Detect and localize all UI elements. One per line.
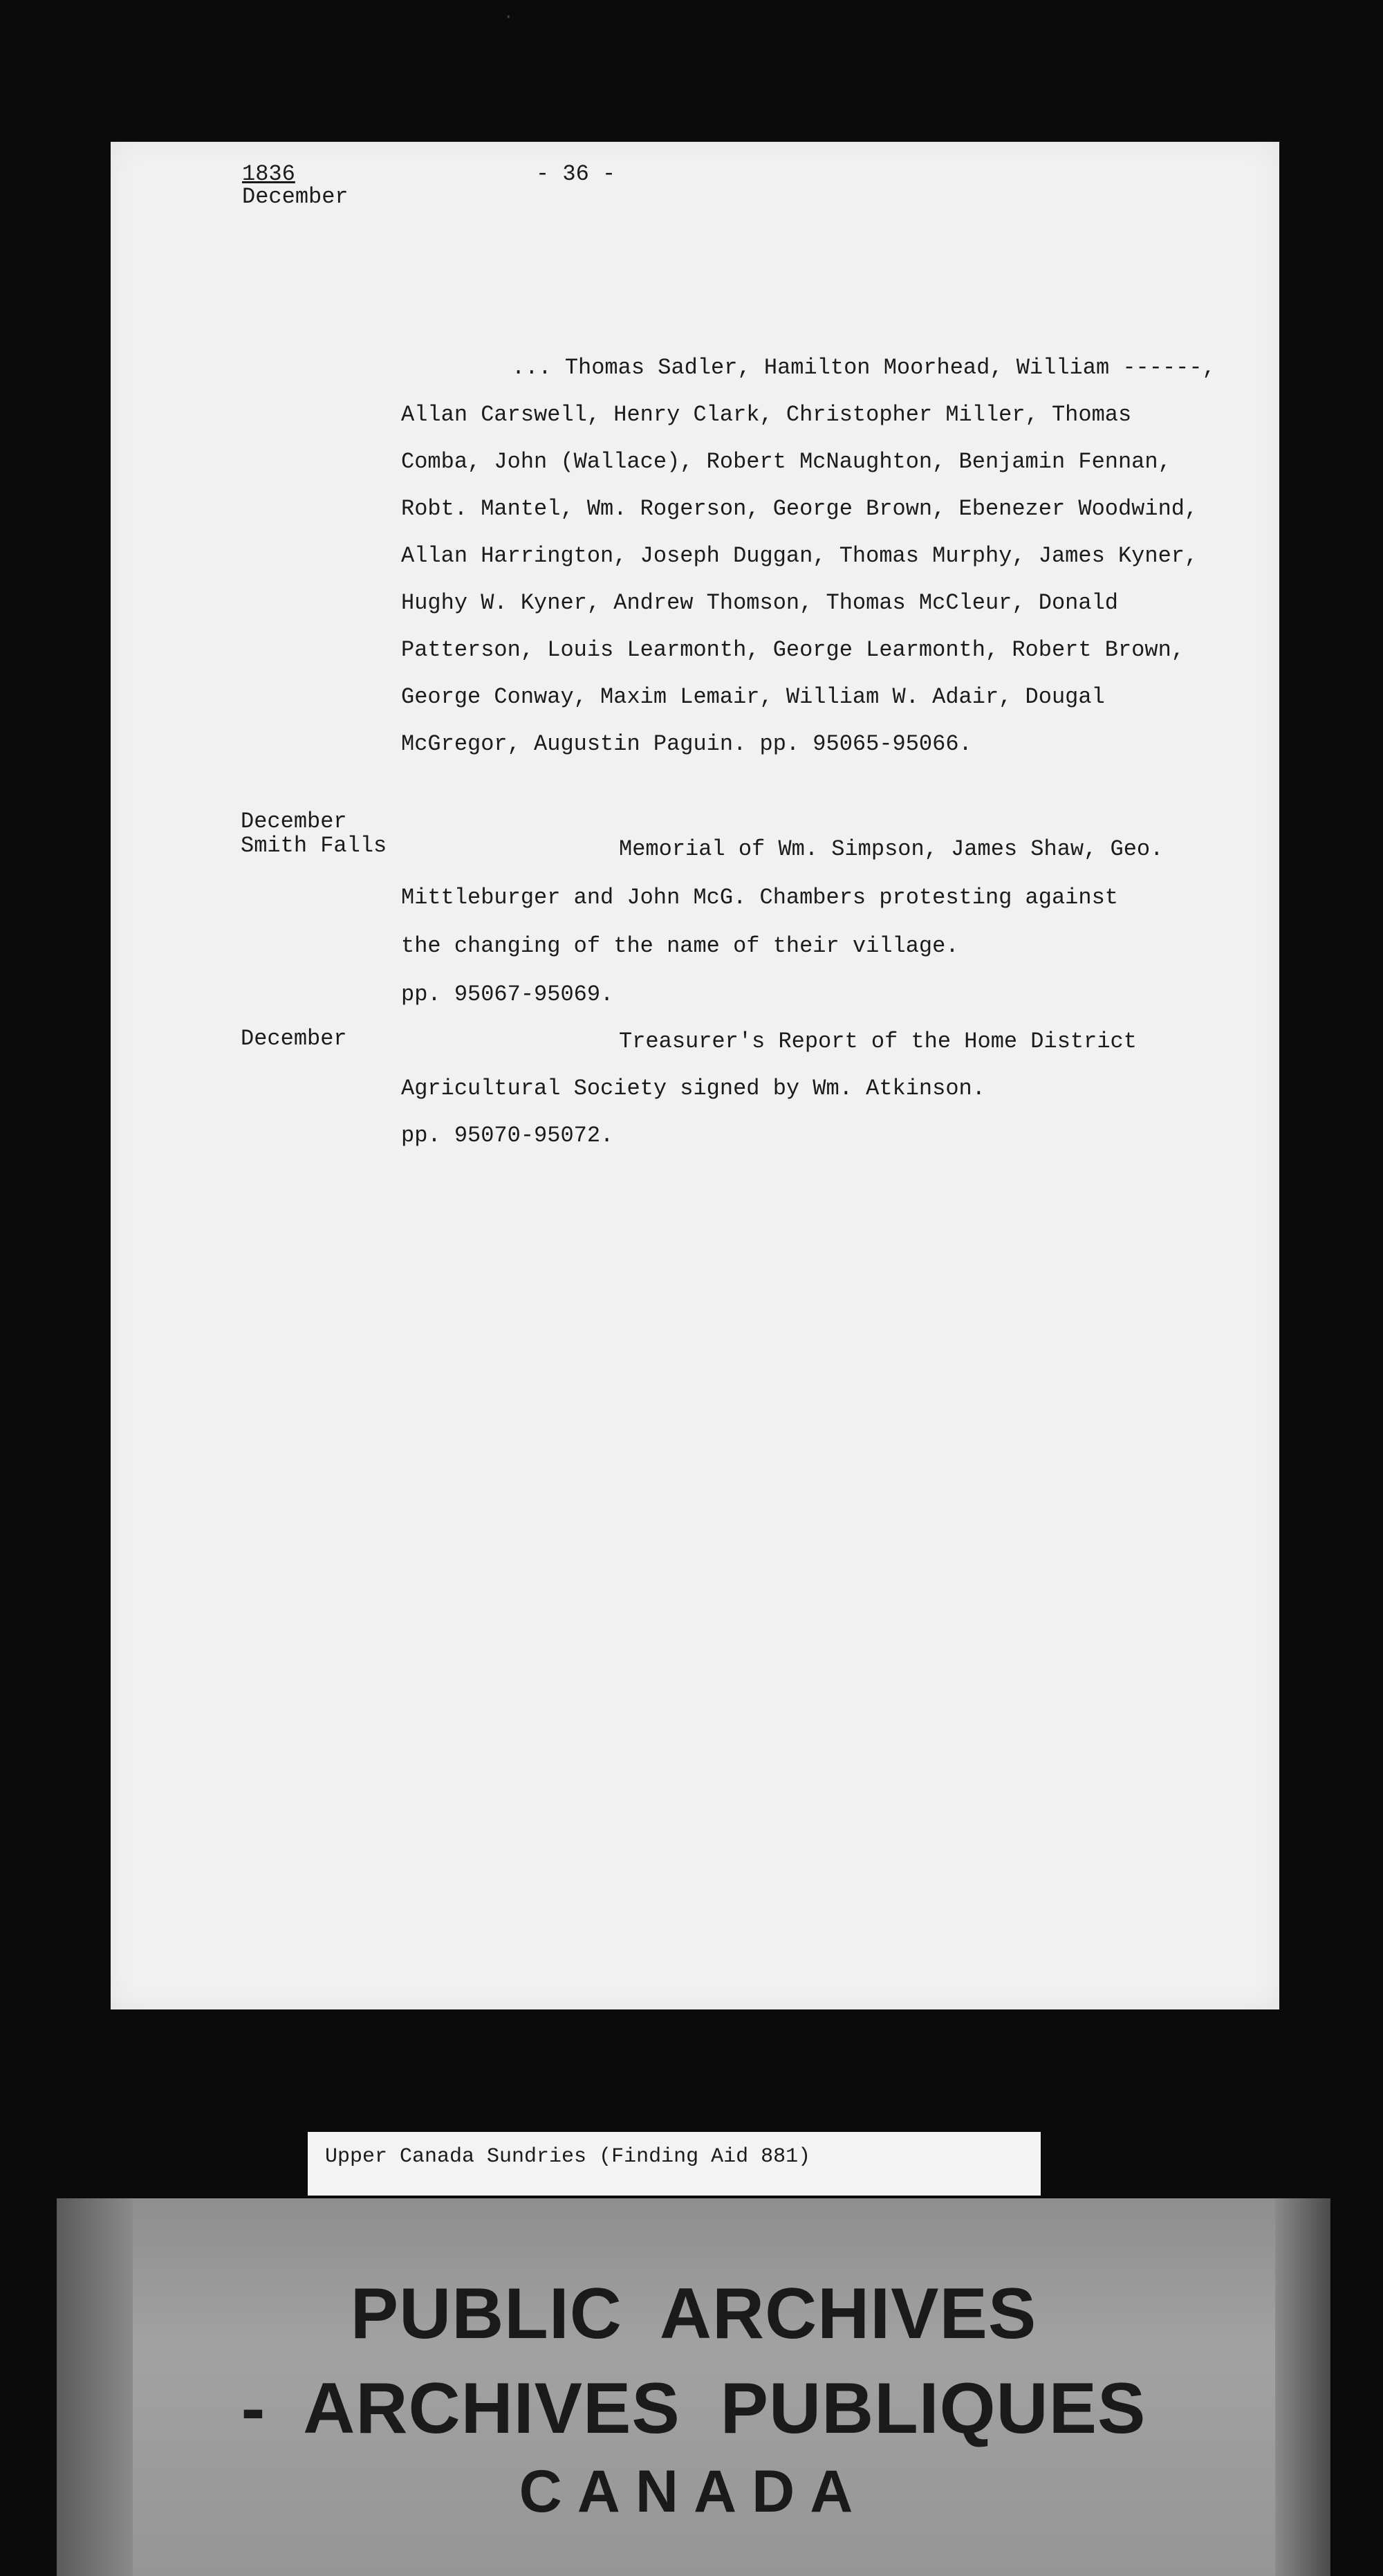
entry2-line: Memorial of Wm. Simpson, James Shaw, Geo.	[619, 836, 1164, 862]
entry1-line: Comba, John (Wallace), Robert McNaughton, Benjamin Fennan,	[401, 449, 1171, 475]
entry1-line: Hughy W. Kyner, Andrew Thomson, Thomas McCleur, Donald	[401, 590, 1118, 616]
page-number: - 36 -	[536, 161, 616, 187]
entry1-line: Patterson, Louis Learmonth, George Learmonth, Robert Brown,	[401, 637, 1185, 663]
entry2-line: Mittleburger and John McG. Chambers protesting against	[401, 885, 1118, 910]
entry3-line: Agricultural Society signed by Wm. Atkinson.	[401, 1076, 985, 1101]
entry2-date: December	[241, 809, 347, 834]
entry1-line: George Conway, Maxim Lemair, William W. Adair, Dougal	[401, 684, 1105, 710]
entry1-line: McGregor, Augustin Paguin. pp. 95065-95066.	[401, 731, 972, 757]
archives-banner	[57, 2198, 1330, 2576]
month-heading: December	[242, 184, 349, 210]
finding-aid-text: Upper Canada Sundries (Finding Aid 881)	[325, 2145, 811, 2169]
entry1-line: Robt. Mantel, Wm. Rogerson, George Brown, Ebenezer Woodwind,	[401, 496, 1198, 522]
archives-line-french: - ARCHIVES PUBLIQUES	[241, 2368, 1147, 2449]
entry3-date: December	[241, 1026, 347, 1051]
entry2-line: the changing of the name of their village.	[401, 933, 959, 959]
year-heading: 1836	[242, 161, 295, 187]
entry2-place: Smith Falls	[241, 833, 387, 858]
entry1-line: ... Thomas Sadler, Hamilton Moorhead, William ------,	[512, 355, 1216, 380]
entry3-line: pp. 95070-95072.	[401, 1123, 614, 1148]
entry3-line: Treasurer's Report of the Home District	[619, 1029, 1137, 1054]
archives-line-country: CANADA	[519, 2458, 869, 2525]
archives-line-english: PUBLIC ARCHIVES	[350, 2274, 1037, 2354]
film-speck: ·	[503, 8, 514, 27]
entry1-line: Allan Harrington, Joseph Duggan, Thomas Murphy, James Kyner,	[401, 543, 1198, 569]
entry2-line: pp. 95067-95069.	[401, 982, 614, 1007]
finding-aid-label	[308, 2132, 1041, 2196]
entry1-line: Allan Carswell, Henry Clark, Christopher Miller, Thomas	[401, 402, 1132, 427]
